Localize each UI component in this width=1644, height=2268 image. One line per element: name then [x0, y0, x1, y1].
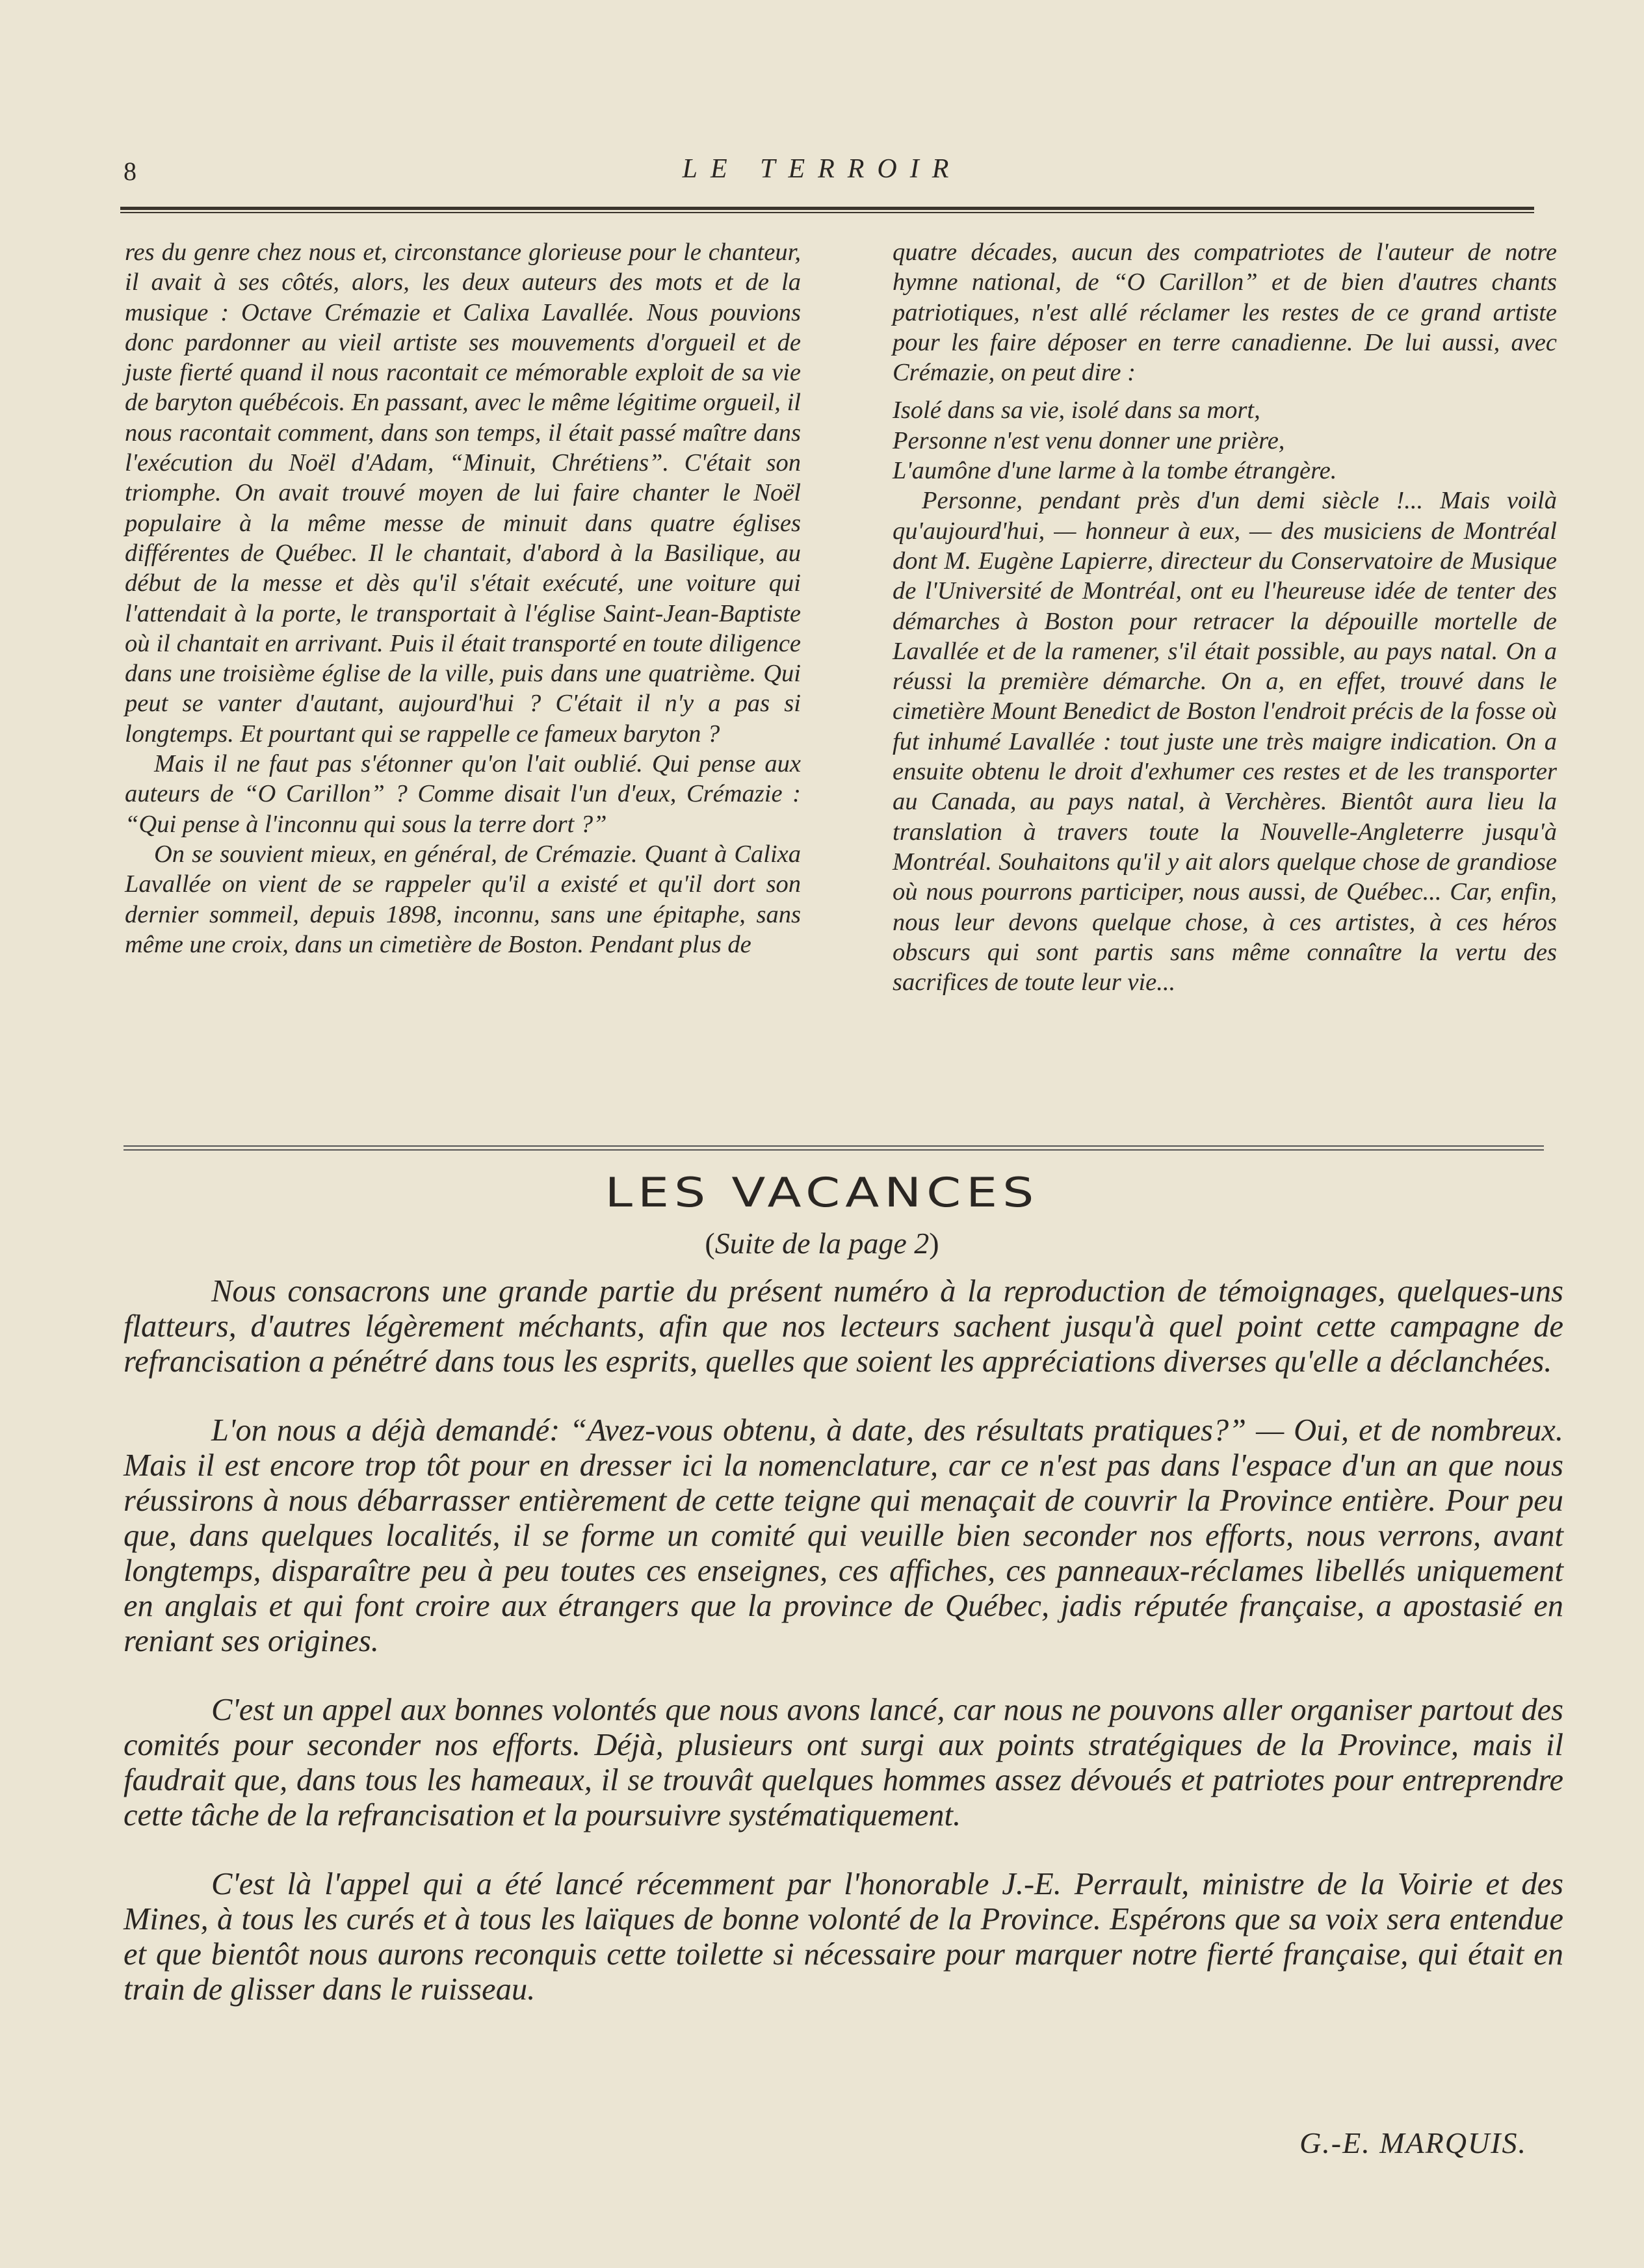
right-column — [893, 237, 1557, 997]
right-paragraph-intro: quatre décades, aucun des compatriotes de l'auteur de notre hymne national, de “O Carillon” et de bien d'autres chants patriotiques, n'est allé réclamer les restes de ce grand artiste pour les faire déposer en terre canadienne. De lui aussi, avec Crémazie, on peut dire : — [893, 239, 1557, 387]
article-paragraph: C'est un appel aux bonnes volontés que nous avons lancé, car nous ne pouvons aller organiser partout des comités pour seconder nos efforts. Déjà, plusieurs ont surgi aux points stratégiques de la Province, mais il faudrait que, dans tous les hameaux, il se trouvât quelques hommes assez dévoués et patriotes pour entreprendre cette tâche de la refrancisation et la poursuivre systématiquement. — [124, 1693, 1563, 1832]
poem-line: Personne n'est venu donner une prière, — [893, 426, 1285, 454]
left-column — [125, 237, 801, 959]
header-rule — [120, 207, 1534, 213]
section-divider — [124, 1145, 1544, 1151]
article-title: LES VACANCES — [605, 1169, 1039, 1216]
subtitle-paren-close: ) — [929, 1227, 939, 1260]
left-paragraph: Mais il ne faut pas s'étonner qu'on l'ait oublié. Qui pense aux auteurs de “O Carillon” ? Comme disait l'un d'eux, Crémazie : “Qui pense à l'inconnu qui sous la terre dort ?” — [125, 750, 801, 838]
journal-title: LE TERROIR — [682, 154, 962, 184]
author-signature: G.-E. MARQUIS. — [1299, 2126, 1527, 2159]
article-paragraph: Nous consacrons une grande partie du présent numéro à la reproduction de témoignages, quelques-uns flatteurs, d'autres légèrement méchants, afin que nos lecteurs sachent jusqu'à quel point cette campagne de refrancisation a pénétré dans tous les esprits, quelles que soient les appréciations diverses qu'elle a déclanchées. — [124, 1274, 1563, 1379]
article-paragraph: C'est là l'appel qui a été lancé récemment par l'honorable J.-E. Perrault, ministre de la Voirie et des Mines, à tous les curés et à tous les laïques de bonne volonté de la Province. Espérons que sa voix sera entendue et que bientôt nous aurons reconquis cette toilette si nécessaire pour marquer notre fierté française, qui était en train de glisser dans le ruisseau. — [124, 1867, 1563, 2007]
article-paragraph: L'on nous a déjà demandé: “Avez-vous obtenu, à date, des résultats pratiques?” — Oui, et de nombreux. Mais il est encore trop tôt pour en dresser ici la nomenclature, car ce n'est pas dans l'espace d'un an que nous réussirons à nous débarrasser entièrement de cette teigne qui menaçait de couvrir la Province entière. Pour peu que, dans quelques localités, il se forme un comité qui veuille bien seconder nos efforts, nous verrons, avant longtemps, disparaître peu à peu toutes ces enseignes, ces affiches, ces panneaux-réclames libellés uniquement en anglais et qui font croire aux étrangers que la province de Québec, jadis réputée française, a apostasié en reniant ses origines. — [124, 1413, 1563, 1658]
page-number: 8 — [124, 157, 137, 186]
right-paragraph: Personne, pendant près d'un demi siècle !... Mais voilà qu'aujourd'hui, — honneur à eux, — des musiciens de Montréal dont M. Eugène Lapierre, directeur du Conservatoire de Musique de l'Université de Montréal, ont eu l'heureuse idée de tenter des démarches à Boston pour retracer la dépouille mortelle de Lavallée et de la ramener, s'il était possible, au pays natal. On a réussi la première démarche. On a, en effet, trouvé dans le cimetière Mount Benedict de Boston l'endroit précis de la fosse où fut inhumé Lavallée : tout juste une très maigre indication. On a ensuite obtenu le droit d'exhumer ces restes et de les transporter au Canada, au pays natal, à Verchères. Bientôt aura lieu la translation à travers toute la Nouvelle-Angleterre jusqu'à Montréal. Souhaitons qu'il y ait alors quelque chose de grandiose où nous pourrons participer, nous aussi, de Québec... Car, enfin, nous leur devons quelque chose, à ces artistes, à ces héros obscurs qui sont partis sans même connaître la vertu des sacrifices de toute leur vie... — [893, 487, 1557, 997]
article-subtitle — [0, 1226, 1644, 1260]
left-paragraph: res du genre chez nous et, circonstance glorieuse pour le chanteur, il avait à ses côtés, alors, les deux auteurs des mots et de la musique : Octave Crémazie et Calixa Lavallée. Nous pouvions donc pardonner au vieil artiste ses mouvements d'orgueil et de juste fierté quand il nous racontait ce mémorable exploit de sa vie de baryton québécois. En passant, avec le même légitime orgueil, il nous racontait comment, dans son temps, il était passé maître dans l'exécution du Noël d'Adam, “Minuit, Chrétiens”. C'était son triomphe. On avait trouvé moyen de lui faire chanter le Noël populaire à la même messe de minuit dans quatre églises différentes de Québec. Il le chantait, d'abord à la Basilique, au début de la messe et dès qu'il s'était exécuté, une voiture qui l'attendait à la porte, le transportait à l'église Saint-Jean-Baptiste où il chantait en arrivant. Puis il était transporté en toute diligence dans une troisième église de la ville, puis dans une quatrième. Qui peut se vanter d'autant, aujourd'hui ? C'était il n'y a pas si longtemps. Et pourtant qui se rappelle ce fameux baryton ? — [125, 239, 801, 748]
left-paragraph: On se souvient mieux, en général, de Crémazie. Quant à Calixa Lavallée on vient de se rappeler qu'il a existé et qu'il dort son dernier sommeil, depuis 1898, inconnu, sans une épitaphe, sans même une croix, dans un cimetière de Boston. Pendant plus de — [125, 840, 801, 958]
article-body — [124, 1274, 1563, 2041]
subtitle-text: Suite de la page 2 — [714, 1227, 930, 1260]
subtitle-paren-open: ( — [705, 1227, 715, 1260]
poem-line: L'aumône d'une larme à la tombe étrangère. — [893, 457, 1337, 485]
poem-line: Isolé dans sa vie, isolé dans sa mort, — [893, 397, 1260, 424]
